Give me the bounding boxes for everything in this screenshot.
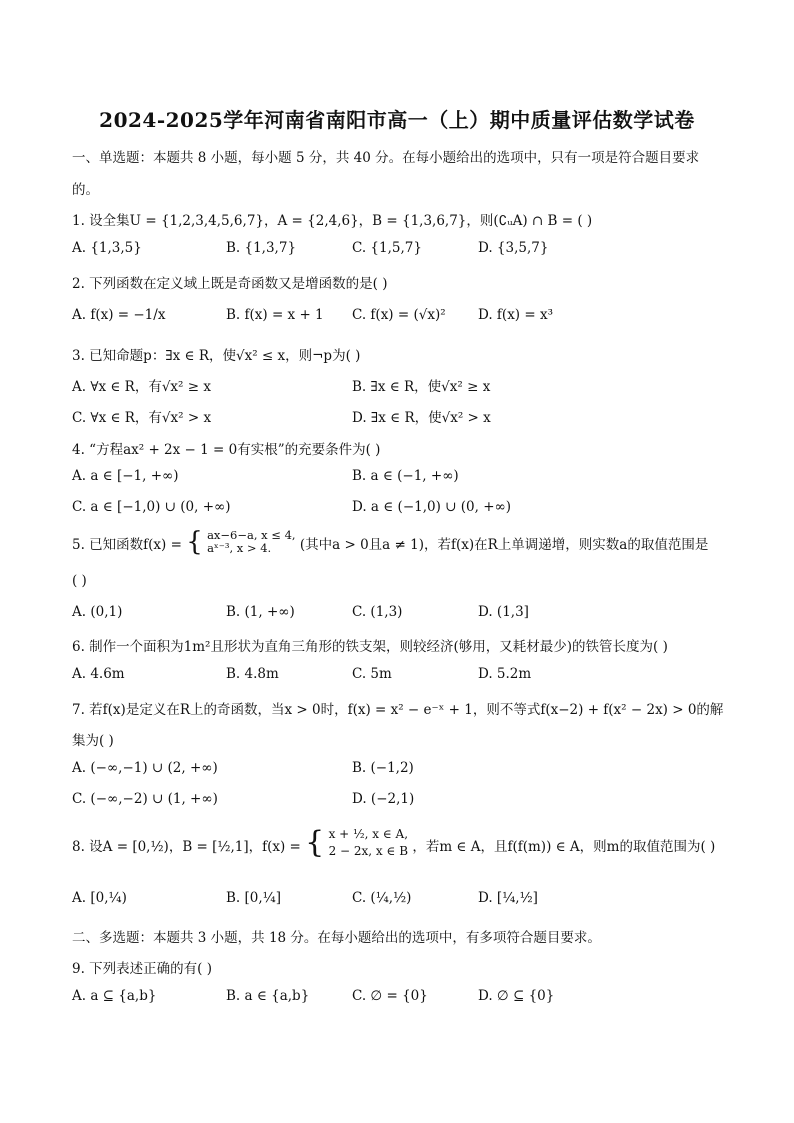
q1-option-b: B. {1,3,7} [226,240,297,256]
question-9-stem: 9. 下列表述正确的有( ) [72,961,212,977]
q3-option-d: D. ∃x ∈ R，使√x² > x [352,410,491,426]
q8-option-d: D. [¼,½] [478,890,538,906]
q3-option-a: A. ∀x ∈ R，有√x² ≥ x [72,379,211,395]
section1-heading-line1: 一、单选题：本题共 8 小题，每小题 5 分，共 40 分。在每小题给出的选项中，只有一项是符合题目要求 [72,150,700,166]
q5-option-b: B. (1, +∞) [226,604,295,620]
question-7-stem: 7. 若f(x)是定义在R上的奇函数，当x > 0时，f(x) = x² − e⁻ˣ + 1，则不等式f(x−2) + f(x² − 2x) > 0的解 [72,702,724,718]
q4-option-d: D. a ∈ (−1,0) ∪ (0, +∞) [352,499,512,515]
q7-option-c: C. (−∞,−2) ∪ (1, +∞) [72,791,218,807]
q1-option-a: A. {1,3,5} [72,240,142,256]
q8-piece-1: x + ½, x ∈ A, [328,826,409,841]
q6-option-b: B. 4.8m [226,666,279,682]
q7-option-d: D. (−2,1) [352,791,415,807]
exam-title: 2024-2025学年河南省南阳市高一（上）期中质量评估数学试卷 [99,108,695,132]
question-1-stem: 1. 设全集U = {1,2,3,4,5,6,7}，A = {2,4,6}，B = {1,3,6,7}，则(∁ᵤA) ∩ B = ( ) [72,213,593,229]
q8-stem-b: ，若m ∈ A，且f(f(m)) ∈ A，则m的取值范围为( ) [412,839,716,855]
question-6-stem: 6. 制作一个面积为1m²且形状为直角三角形的铁支架，则较经济(够用，又耗材最少)的铁管长度为( ) [72,639,668,655]
q8-piece-2: 2 − 2x, x ∈ B [328,843,409,858]
q9-option-b: B. a ∈ {a,b} [226,988,310,1004]
q9-option-c: C. ∅ = {0} [352,988,428,1004]
q4-option-c: C. a ∈ [−1,0) ∪ (0, +∞) [72,499,231,515]
q5-stem-a: 5. 已知函数f(x) = [72,537,187,553]
q1-option-d: D. {3,5,7} [478,240,549,256]
q4-option-a: A. a ∈ [−1, +∞) [72,468,179,484]
question-5-stem [72,526,722,557]
q6-option-a: A. 4.6m [72,666,125,682]
q6-option-d: D. 5.2m [478,666,532,682]
q7-option-b: B. (−1,2) [352,760,414,776]
q2-option-b: B. f(x) = x + 1 [226,307,324,323]
q5-option-a: A. (0,1) [72,604,123,620]
q9-option-a: A. a ⊆ {a,b} [72,988,157,1004]
q2-option-a: A. f(x) = −1/x [72,307,166,323]
q5-piece-2: aˣ⁻³, x > 4. [207,540,272,555]
q8-option-b: B. [0,¼] [226,890,282,906]
question-4-stem: 4. “方程ax² + 2x − 1 = 0有实根”的充要条件为( ) [72,442,381,458]
q5-stem-b: (其中a > 0且a ≠ 1)，若f(x)在R上单调递增，则实数a的取值范围是 [299,537,709,553]
q5-piecewise [207,529,296,555]
q3-option-c: C. ∀x ∈ R，有√x² > x [72,410,212,426]
q5-stem-c: ( ) [72,573,87,589]
q5-option-c: C. (1,3) [352,604,403,620]
q2-option-c: C. f(x) = (√x)² [352,307,446,323]
section2-heading: 二、多选题：本题共 3 小题，共 18 分。在每小题给出的选项中，有多项符合题目要求。 [72,930,601,946]
q9-option-d: D. ∅ ⊆ {0} [478,988,555,1004]
q8-brace: { [305,824,325,860]
q8-option-a: A. [0,¼) [72,890,127,906]
question-2-stem: 2. 下列函数在定义域上既是奇函数又是增函数的是( ) [72,276,388,292]
q5-piece-1: ax−6−a, x ≤ 4, [207,527,296,542]
q4-option-b: B. a ∈ (−1, +∞) [352,468,459,484]
q6-option-c: C. 5m [352,666,392,682]
q2-option-d: D. f(x) = x³ [478,307,553,323]
q8-piecewise [329,826,408,860]
q8-stem-a: 8. 设A = [0,½)，B = [½,1]，f(x) = [72,839,306,855]
q8-option-c: C. (¼,½) [352,890,412,906]
question-3-stem: 3. 已知命题p：∃x ∈ R，使√x² ≤ x，则¬p为( ) [72,348,361,364]
q5-option-d: D. (1,3] [478,604,529,620]
section1-heading-line2: 的。 [72,182,99,198]
question-8-stem [72,824,722,860]
q5-brace: { [186,526,203,557]
q7-option-a: A. (−∞,−1) ∪ (2, +∞) [72,760,218,776]
question-7-stem-2: 集为( ) [72,733,114,749]
q3-option-b: B. ∃x ∈ R，使√x² ≥ x [352,379,491,395]
q1-option-c: C. {1,5,7} [352,240,422,256]
